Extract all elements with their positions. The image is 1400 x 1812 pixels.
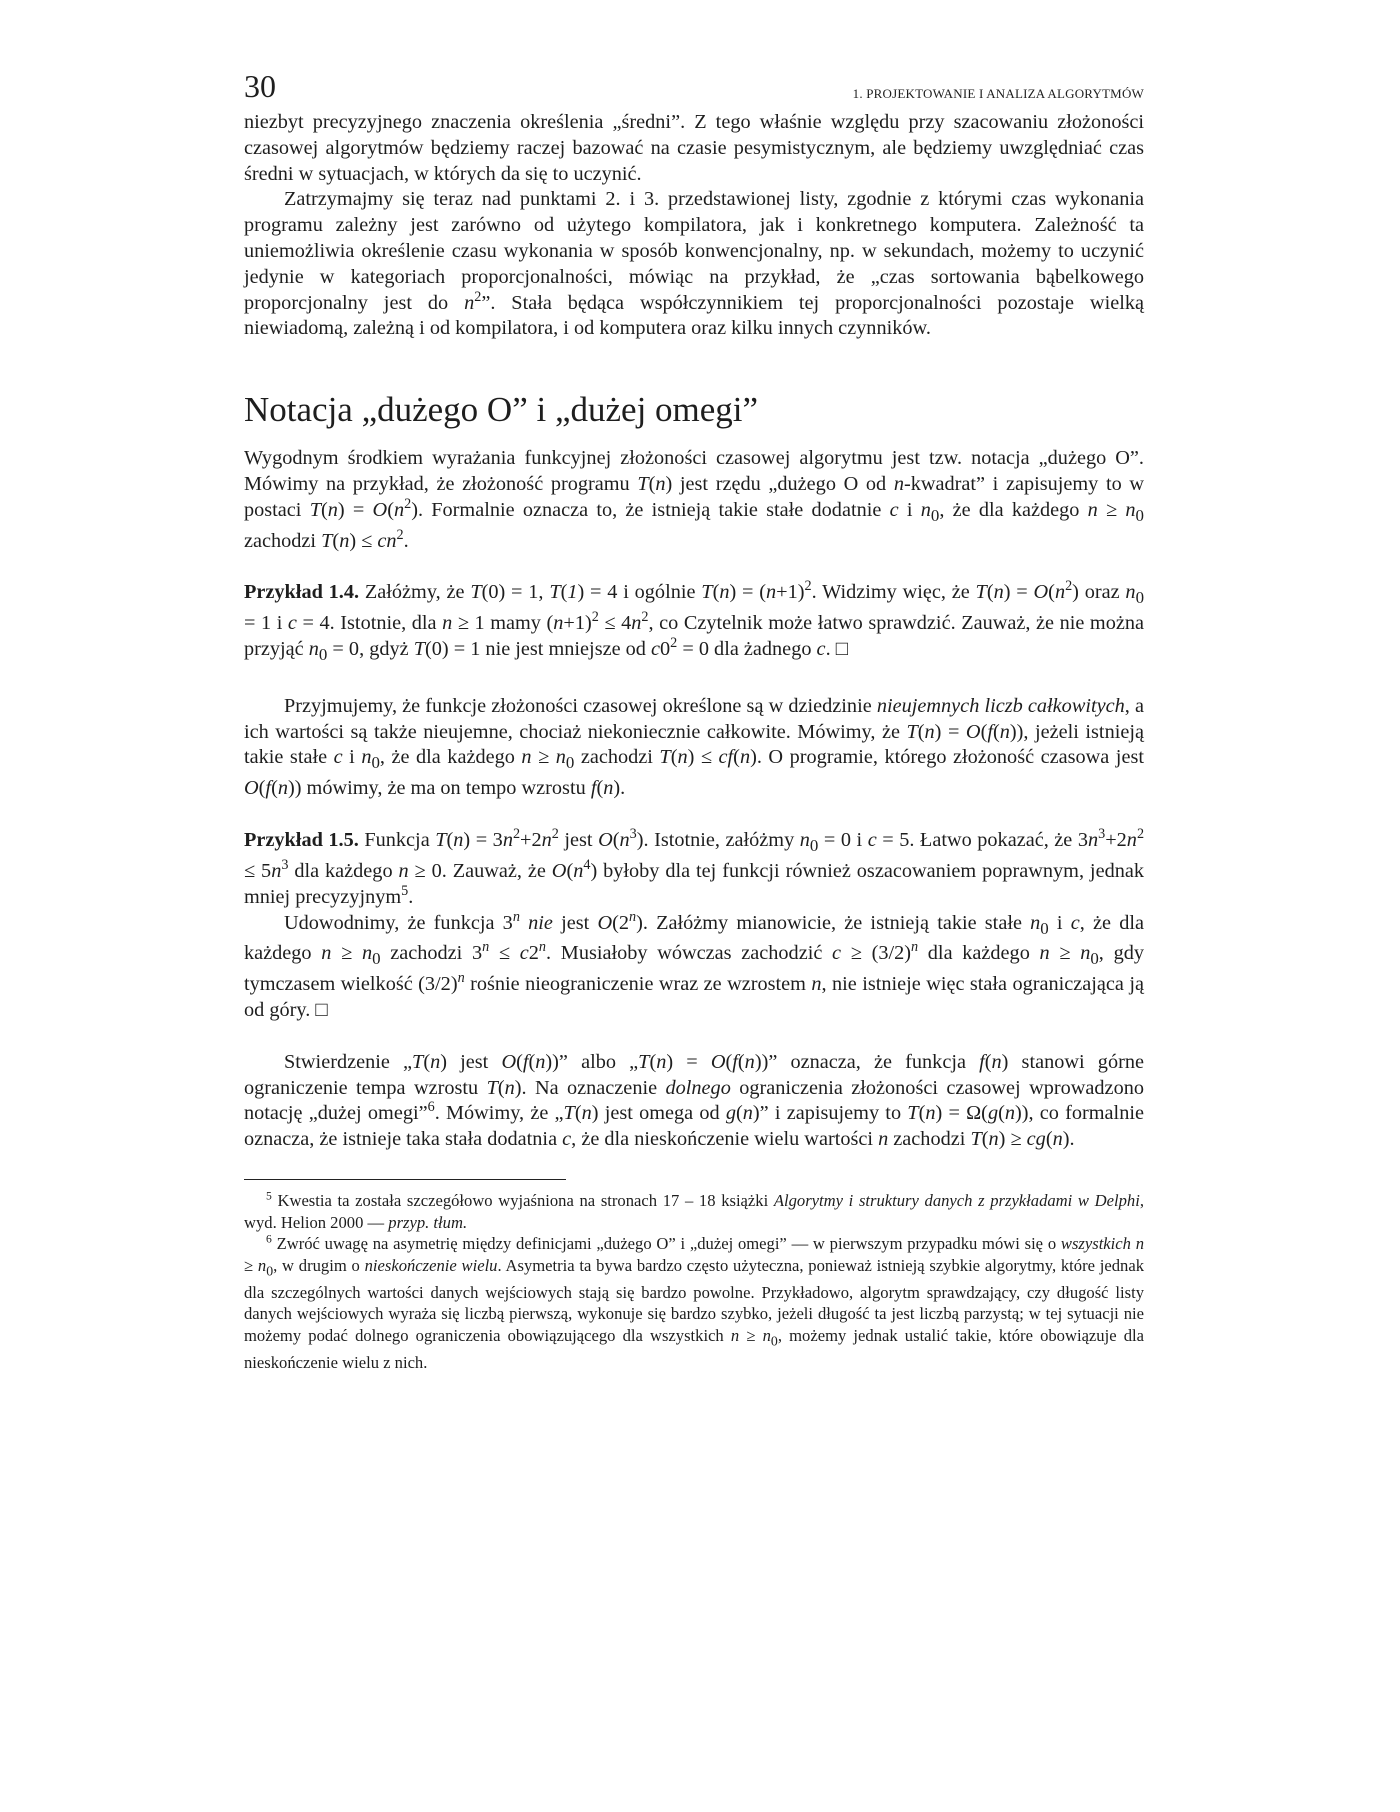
section-heading: Notacja „dużego O” i „dużej omegi” <box>244 390 759 430</box>
document-page <box>244 70 1144 1373</box>
paragraph-intro-2 <box>244 187 1144 342</box>
footnotes <box>244 1190 1144 1373</box>
paragraph-definition: Wygodnym środkiem wyrażania funkcyjnej złożoności czasowej algorytmu jest tzw. notacja „dużego O”. Mówimy na przykład, że złożoność programu T(n) jest rzędu „dużego O od n-kwadrat” i zapisujemy to w postaci $T(n) = O(n^2)$. Formalnie oznacza to, że istnieją takie stałe dodatnie c i $n_0$, że dla każdego $n \ge n_0$ zachodzi $T(n) \le cn^2$. <box>244 447 1145 552</box>
example-1-5-continuation: Udowodnimy, że funkcja 3$^n$ nie jest O(2$^n$). Załóżmy mianowicie, że istnieją takie stałe $n_0$ i c, że dla każdego $n \ge n_0$ zachodzi $3^n \le c2^n$. Musiałoby wówczas zachodzić $c \ge (3/2)^n$ dla każdego $n \ge n_0$, gdy tymczasem wielkość $(3/2)^n$ rośnie nieograniczenie wraz ze wzrostem n, nie istnieje więc stała ograniczająca ją od góry. □ <box>244 908 1145 1022</box>
main-text <box>244 110 1144 1153</box>
paragraph-intro-2-b: ”. Stała będąca współczynnikiem tej proporcjonalności pozostaje wielką niewiadomą, zależną i od kompilatora, i od komputera oraz kilku innych czynników. <box>244 291 1144 340</box>
example-text: Funkcja $T(n) = 3n^2+2n^2$ jest $O(n^3)$. Istotnie, załóżmy $n_0 = 0$ i c = 5. Łatwo pokazać, że $3n^3+2n^2 \le 5n^3$ dla każdego n ≥ 0. Zauważ, że $O(n^4)$ byłoby dla tej funkcji również oszacowaniem poprawnym, jednak mniej precyzyjnym$^5$. <box>244 826 1145 908</box>
paragraph-intro-2-a: Zatrzymajmy się teraz nad punktami 2. i 3. przedstawionej listy, zgodnie z którymi czas wykonania programu zależny jest zarówno od użytego kompilatora, jak i konkretnego komputera. Zależność ta uniemożliwia określenie czasu wykonania w sposób konwencjonalny, np. w sekundach, możemy to uczynić jedynie w kategoriach proporcjonalności, mówiąc na przykład, że „czas sortowania bąbelkowego proporcjonalny jest do <box>244 188 1144 314</box>
paragraph-intro-1: niezbyt precyzyjnego znaczenia określenia „średni”. Z tego właśnie względu przy szacowaniu złożoności czasowej algorytmów będziemy raczej bazować na czasie pesymistycznym, ale będziemy uwzględniać czas średni w sytuacjach, w których da się to uczynić. <box>244 111 1144 185</box>
footnote-divider <box>244 1179 566 1180</box>
paragraph-domain: Przyjmujemy, że funkcje złożoności czasowej określone są w dziedzinie nieujemnych liczb całkowitych, a ich wartości są także nieujemne, chociaż niekoniecznie całkowite. Mówimy, że T(n) = O(f(n)), jeżeli istnieją takie stałe c i $n_0$, że dla każdego $n \ge n_0$ zachodzi T(n) ≤ cf(n). O programie, którego złożoność czasowa jest O(f(n)) mówimy, że ma on tempo wzrostu f(n). <box>244 694 1144 800</box>
example-text: Załóżmy, że T(0) = 1, T(1) = 4 i ogólnie $T(n) = (n+1)^2$. Widzimy więc, że $T(n) = O(n^2)$ oraz $n_0 = 1$ i c = 4. Istotnie, dla n ≥ 1 mamy $(n+1)^2 \le 4n^2$, co Czytelnik może łatwo sprawdzić. Zauważ, że nie można przyjąć $n_0 = 0$, gdyż T(0) = 1 nie jest mniejsze od $c0^2 = 0$ dla żadnego c. □ <box>244 578 1145 665</box>
footnote-5: $^5$ Kwestia ta została szczegółowo wyjaśniona na stronach 17 – 18 książki Algorytmy i struktury danych z przykładami w Delphi, wyd. Helion 2000 — przyp. tłum. <box>244 1189 1144 1232</box>
paragraph-omega: Stwierdzenie „T(n) jest O(f(n))” albo „T(n) = O(f(n))” oznacza, że funkcja f(n) stanowi górne ograniczenie tempa wzrostu T(n). Na oznaczenie dolnego ograniczenia złożoności czasowej wprowadzono notację „dużej omegi”$^6$. Mówimy, że „T(n) jest omega od g(n)” i zapisujemy to T(n) = Ω(g(n)), co formalnie oznacza, że istnieje taka stała dodatnia c, że dla nieskończenie wielu wartości n zachodzi T(n) ≥ cg(n). <box>244 1050 1144 1151</box>
var-n: n <box>464 291 475 314</box>
example-1-5 <box>244 828 1144 910</box>
footnote-6: $^6$ Zwróć uwagę na asymetrię między definicjami „dużego O” i „dużej omegi” — w pierwszym przypadku mówi się o wszystkich $n \ge n_0$, w drugim o nieskończenie wielu. Asymetria ta bywa bardzo często użyteczna, ponieważ istnieją szybkie algorytmy, które jednak dla szczególnych wartości danych wejściowych stają się bardzo powolne. Przykładowo, algorytm sprawdzający, czy długość listy danych wejściowych wyraża się liczbą pierwszą, wykonuje się bardzo szybko, jeżeli długość ta jest liczbą parzystą; w tej sytuacji nie możemy podać dolnego ograniczenia obowiązującego dla wszystkich $n \ge n_0$, możemy jednak ustalić takie, które obowiązuje dla nieskończenie wielu z nich. <box>244 1232 1145 1372</box>
page-number: 30 <box>244 68 276 104</box>
example-1-4 <box>244 580 1144 667</box>
superscript: 2 <box>474 288 482 305</box>
example-label: Przykład 1.4. <box>244 581 360 604</box>
running-head: 1. PROJEKTOWANIE I ANALIZA ALGORYTMÓW <box>852 86 1144 101</box>
example-label: Przykład 1.5. <box>244 829 359 852</box>
page-header <box>244 70 1144 110</box>
